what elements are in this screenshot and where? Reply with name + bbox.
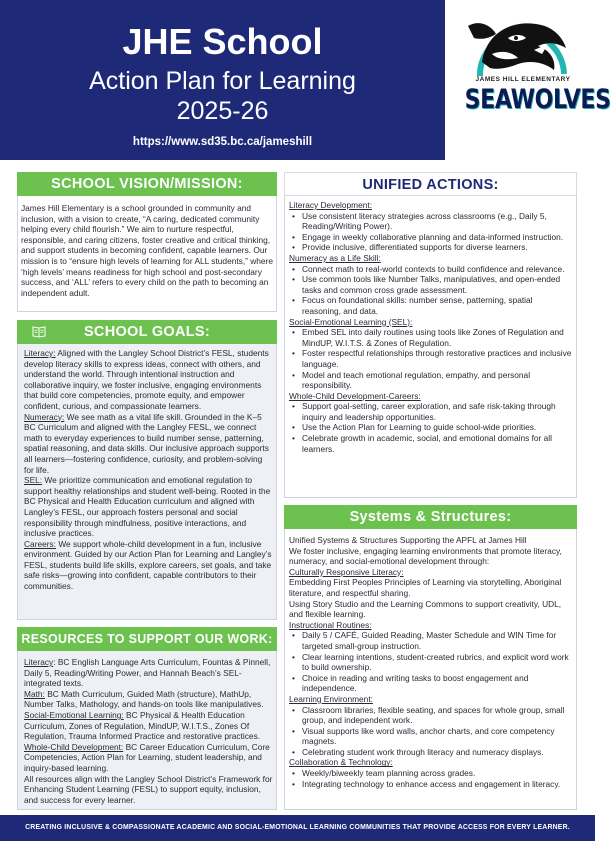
list-item: • Model and teach emotional regulation, empathy, and personal responsibility.: [302, 370, 573, 391]
resources-closing: All resources align with the Langley School District’s Framework for Enhancing Student Learning (FESL) to support equity, inclusion, and success for every learner.: [24, 773, 273, 805]
unified-numeracy-title: Numeracy as a Life Skill:: [289, 252, 381, 263]
vision-heading: SCHOOL VISION/MISSION:: [17, 172, 277, 196]
list-item: • Provide inclusive, differentiated supports for diverse learners.: [302, 242, 573, 253]
resource-math: Math: BC Math Curriculum, Guided Math (structure), MathUp, Number Talks, Mathology, and hands-on tools like manipulatives.: [24, 688, 264, 710]
list-item: • Engage in weekly collaborative planning and data-informed instruction.: [302, 232, 573, 243]
goals-heading: SCHOOL GOALS:: [17, 320, 277, 344]
school-url[interactable]: https://www.sd35.bc.ca/jameshill: [132, 136, 313, 148]
list-item: • Use the Action Plan for Learning to guide school-wide priorities.: [302, 422, 573, 433]
systems-environment-title: Learning Environment:: [289, 693, 373, 704]
systems-intro-title: Unified Systems & Structures Supporting the APFL at James Hill: [289, 535, 527, 545]
unified-body: [289, 200, 573, 454]
unified-careers-list: [289, 401, 573, 454]
systems-cr-text-1: Embedding First Peoples Principles of Learning via storytelling, Aboriginal literature, and respectful sharing.: [289, 577, 562, 598]
goal-sel: SEL: We prioritize communication and emotional regulation to support healthy relationships and student well-being. Rooted in the BC Physical and Health Education curriculum and aligned with Langley’s FESL, our approach fosters personal and social responsibility through mindfulness, positive interactions, and inclusive practices.: [24, 475, 271, 539]
list-item: • Focus on foundational skills: number sense, patterning, spatial reasoning, and data.: [302, 295, 573, 316]
resources-heading: RESOURCES TO SUPPORT OUR WORK:: [17, 627, 277, 651]
logo-caption: JAMES HILL ELEMENTARY: [475, 76, 571, 83]
systems-collab-title: Collaboration & Technology:: [289, 757, 393, 768]
list-item: • Embed SEL into daily routines using tools like Zones of Regulation and MindUP, W.I.T.S. & Zones of Regulation.: [302, 327, 573, 348]
systems-body: [289, 535, 573, 789]
plan-title: Action Plan for Learning: [89, 67, 356, 95]
list-item: • Foster respectful relationships through restorative practices and inclusive language.: [302, 348, 573, 369]
list-item: • Use consistent literacy strategies across classrooms (e.g., Daily 5, Reading/Writing Power).: [302, 211, 573, 232]
systems-cr-text-2: Using Story Studio and the Learning Commons to support creativity, UDL, and flexible learning.: [289, 598, 562, 620]
school-name: JHE School: [122, 21, 323, 62]
list-item: • Clear learning intentions, student-created rubrics, and explicit word work to build ownership.: [302, 652, 573, 673]
list-item: • Use common tools like Number Talks, manipulatives, and open-ended tasks and common cross grade assessment.: [302, 274, 573, 295]
list-item: • Celebrate growth in academic, social, and emotional domains for all learners.: [302, 433, 573, 454]
unified-sel-list: [289, 327, 573, 391]
list-item: • Visual supports like word walls, anchor charts, and core competency magnets.: [302, 726, 573, 747]
list-item: • Daily 5 / CAFÉ, Guided Reading, Master Schedule and WIN Time for targeted small-group instruction.: [302, 630, 573, 651]
list-item: • Weekly/biweekly team planning across grades.: [302, 768, 573, 779]
list-item: • Connect math to real-world contexts to build confidence and relevance.: [302, 264, 573, 275]
page-footer: CREATING INCLUSIVE & COMPASSIONATE ACADEMIC AND SOCIAL-EMOTIONAL LEARNING COMMUNITIES THAT PROVIDE ACCESS FOR EVERY LEARNER.: [0, 815, 595, 841]
resources-body: [24, 657, 274, 805]
book-icon: [32, 325, 46, 337]
systems-collab-list: [289, 768, 573, 789]
systems-cr-title: Culturally Responsive Literacy:: [289, 566, 404, 577]
list-item: • Choice in reading and writing tasks to boost engagement and independence.: [302, 673, 573, 694]
list-item: • Celebrating student work through literacy and numeracy displays.: [302, 747, 573, 758]
plan-year: 2025-26: [176, 97, 269, 125]
systems-routines-title: Instructional Routines:: [289, 619, 372, 630]
unified-careers-title: Whole-Child Development-Careers:: [289, 390, 421, 401]
header-title-block: [0, 0, 445, 160]
unified-literacy-list: [289, 211, 573, 253]
systems-intro-text: We foster inclusive, engaging learning environments that promote literacy, numeracy, and social-emotional development through:: [289, 545, 562, 567]
systems-environment-list: [289, 705, 573, 758]
resource-literacy: Literacy: BC English Language Arts Curriculum, Fountas & Pinnell, Daily 5, Reading/Writing Power, and Hannah Beach’s SEL-integrated texts.: [24, 657, 271, 689]
unified-heading: UNIFIED ACTIONS:: [284, 172, 577, 196]
resource-sel: Social-Emotional Learning: BC Physical & Health Education Curriculum, Zones of Regulation, MindUP, W.I.T.S., Zones Of Regulation, Trauma Informed Practice and restorative practices.: [24, 709, 261, 742]
page-header: [0, 0, 611, 160]
resource-whole-child: Whole-Child Development: BC Career Education Curriculum, Core Competencies, Action Plan for Learning, student leadership, and inquiry-based learning.: [24, 741, 270, 773]
goal-literacy: Literacy: Aligned with the Langley School District’s FESL, students develop literacy skills to express ideas, connect with others, and understand the world. Through intentional instruction and collaborative inquiry, we foster inclusive, engaging environments that build core competencies, promote equity, and empower confident, curious, and compassionate learners.: [24, 348, 269, 411]
unified-numeracy-list: [289, 264, 573, 317]
vision-body: James Hill Elementary is a school grounded in community and inclusion, with a vision to create, “A caring, dedicated community helping every child flourish.” We aim to nurture respectful, responsible, and caring citizens, foster creative and critical thinking, and support students in becoming confident, capable learners. Our mission is to “ensure high levels of learning for ALL students,” where ‘high levels’ means readiness for high school and post-secondary success, and ‘ALL’ refers to every child on the path to becoming an independent adult.: [21, 203, 273, 298]
list-item: • Support goal-setting, career exploration, and safe risk-taking through inquiry and leadership opportunities.: [302, 401, 573, 422]
list-item: • Classroom libraries, flexible seating, and spaces for whole group, small group, and independent work.: [302, 705, 573, 726]
unified-literacy-title: Literacy Development:: [289, 200, 373, 210]
goal-careers: Careers: We support whole-child development in a fun, inclusive environment. Guided by our Action Plan for Learning and Langley’s FESL, students build life skills, explore careers, set goals, and take safe risks—growing into confident, capable contributors to their communities.: [24, 538, 272, 592]
systems-routines-list: [289, 630, 573, 694]
list-item: • Integrating technology to enhance access and engagement in literacy.: [302, 779, 573, 790]
goals-body: [24, 348, 274, 592]
unified-sel-title: Social-Emotional Learning (SEL):: [289, 316, 413, 327]
goal-numeracy: Numeracy: We see math as a vital life skill. Grounded in the K–5 BC Curriculum and aligned with the Langley FESL, we connect math to everyday experiences to build number sense, patterning, spatial reasoning, and data skills. Our inclusive approach supports all learners—fostering confidence, curiosity, and problem-solving for life.: [24, 411, 269, 475]
logo-wordmark: SEAWOLVES: [464, 84, 611, 115]
systems-heading: Systems & Structures:: [284, 505, 577, 529]
